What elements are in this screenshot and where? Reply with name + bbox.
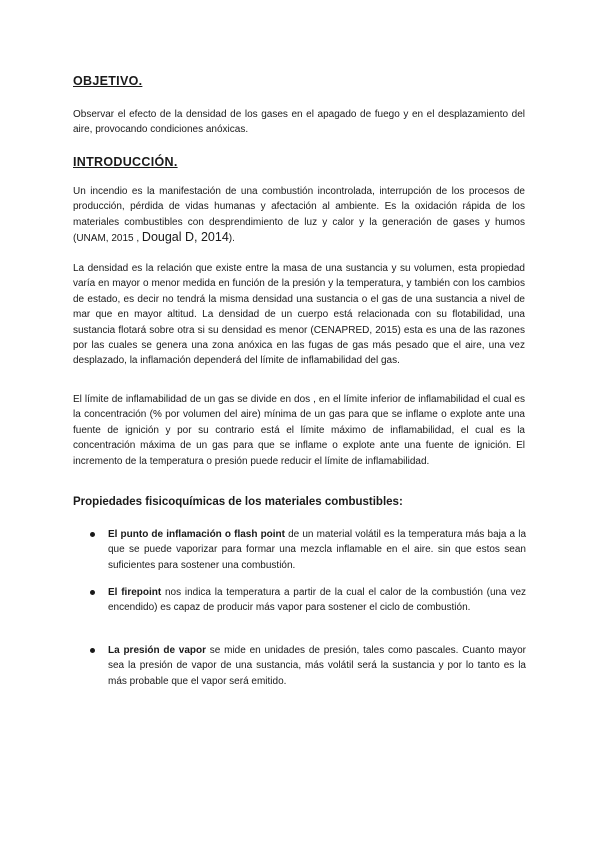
objetivo-heading: OBJETIVO.: [73, 74, 143, 88]
list-item: [90, 643, 526, 689]
bullet-icon: [90, 532, 95, 537]
bullet-icon: [90, 648, 95, 653]
introduccion-heading: INTRODUCCIÓN.: [73, 155, 178, 169]
item-term: La presión de vapor: [108, 645, 207, 656]
introduccion-paragraph-3: El límite de inflamabilidad de un gas se divide en dos , en el límite inferior de inflamabilidad el cual es la concentración (% por volumen del aire) mínima de un gas para que se inflame o explote ante una fuente de ignición y por su contrario está el límite máximo de inflamabilidad, el cual es la concentración máxima de un gas para que se inflame o explote ante una fuente de ignición. El incremento de la temperatura o presión puede reducir el límite de inflamabilidad.: [73, 394, 525, 467]
introduccion-paragraph-1: [73, 184, 525, 247]
introduccion-p1-end: ).: [228, 233, 235, 245]
list-item: [90, 527, 526, 573]
introduccion-p1-main: Un incendio es la manifestación de una combustión incontrolada, interrupción de los procesos de producción, pérdida de vidas humanas y afectación al ambiente. Es la oxidación rápida de los materiales combustibles con desprendimiento de luz y calor y la generación de gases y humos (UNAM, 2015 ,: [73, 186, 525, 245]
bullet-icon: [90, 590, 95, 595]
introduccion-paragraph-2: La densidad es la relación que existe entre la masa de una sustancia y su volumen, esta propiedad varía en mayor o menor medida en función de la presión y la temperatura, y también con los cambios de estado, es decir no tendrá la misma densidad una sustancia o el gas de una sustancia a nivel de mar que en mayor altitud. La densidad de un cuerpo está relacionada con su flotabilidad, una sustancia flotará sobre otra si su densidad es menor (CENAPRED, 2015) esta es una de las razones por las cuales se genera una zona anóxica en las fugas de gas más pesado que el aire, una vez desplazado, la inflamación dependerá del límite de inflamabilidad del gas.: [73, 263, 525, 367]
propiedades-heading: Propiedades fisicoquímicas de los materiales combustibles:: [73, 496, 403, 508]
item-term: El punto de inflamación o flash point: [108, 529, 285, 540]
item-text: nos indica la temperatura a partir de la cual el calor de la combustión (una vez encendido) es capaz de producir más vapor para sostener el ciclo de combustión.: [108, 587, 527, 614]
list-item: [90, 585, 526, 616]
introduccion-p1-citation: Dougal D, 2014: [141, 230, 229, 245]
item-term: El firepoint: [108, 587, 162, 598]
objetivo-text: Observar el efecto de la densidad de los gases en el apagado de fuego y en el desplazamiento del aire, provocando condiciones anóxicas.: [73, 109, 525, 136]
item-text: se mide en unidades de presión, tales como pascales. Cuanto mayor sea la presión de vapor de una sustancia, más volátil será la sustancia y por lo tanto es la más probable que el vapor será emitido.: [108, 645, 527, 687]
item-text: de un material volátil es la temperatura más baja a la que se puede vaporizar para formar una mezcla inflamable en el aire. sin que estos sean suficientes para sostener una combustión.: [108, 529, 527, 571]
